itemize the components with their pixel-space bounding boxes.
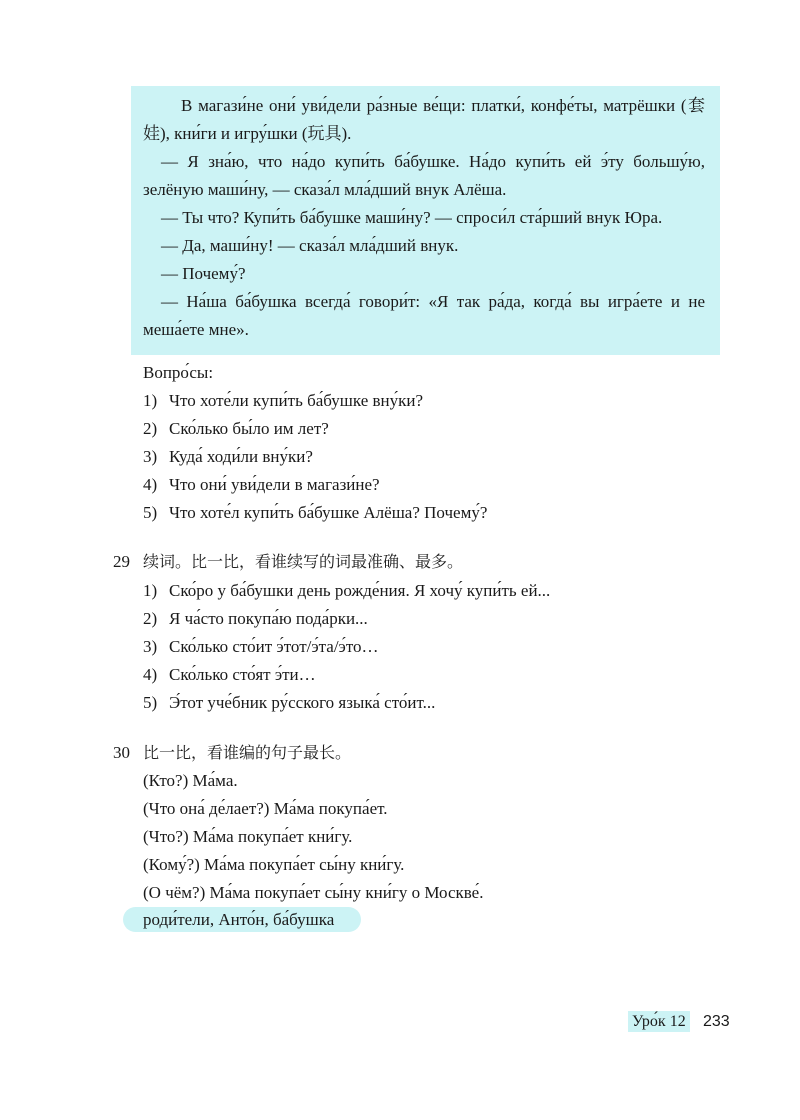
question-item: 4) Что они́ уви́дели в магази́не? [143, 475, 380, 494]
task-29-title: 续词。比一比，看谁续写的词最准确、最多。 [143, 552, 464, 571]
task-30-title: 比一比，看谁编的句子最长。 [143, 743, 352, 762]
task-29-item: 2) Я ча́сто покупа́ю пода́рки... [143, 609, 368, 628]
question-item: 3) Куда́ ходи́ли вну́ки? [143, 447, 313, 466]
task-29-item: 5) Э́тот уче́бник ру́сского языка́ сто́ит... [143, 693, 436, 712]
questions-title: Вопро́сы: [143, 363, 214, 382]
reading-paragraph-5: — Почему́? [161, 264, 246, 283]
page-number: 233 [703, 1013, 730, 1030]
task-30-sentence: (О чём?) Ма́ма покупа́ет сы́ну кни́гу о Москве́. [143, 883, 484, 902]
reading-paragraph-3: — Ты что? Купи́ть ба́бушке маши́ну? — спроси́л ста́рший внук Юра. [161, 208, 663, 227]
task-29-item: 4) Ско́лько сто́ят э́ти… [143, 665, 316, 684]
lesson-label: Уро́к 12 [628, 1011, 690, 1032]
task-30-sentence: (Что она́ де́лает?) Ма́ма покупа́ет. [143, 799, 388, 818]
task-30-sentence: (Кто?) Ма́ма. [143, 771, 238, 790]
task-30-word-bank [123, 907, 361, 932]
task-30-sentence: (Что?) Ма́ма покупа́ет кни́гу. [143, 827, 353, 846]
question-item: 5) Что хоте́л купи́ть ба́бушке Алёша? Почему́? [143, 503, 488, 522]
task-29-number: 29 [113, 552, 130, 571]
question-item: 2) Ско́лько бы́ло им лет? [143, 419, 329, 438]
reading-paragraph-2: — Я зна́ю, что на́до купи́ть ба́бушке. На́до купи́ть ей э́ту большу́ю, зелёную маши́ну, — сказа́л мла́дший внук Алёша. [143, 152, 705, 199]
question-item: 1) Что хоте́ли купи́ть ба́бушке вну́ки? [143, 391, 424, 410]
task-29-item: 1) Ско́ро у ба́бушки день рожде́ния. Я хочу́ купи́ть ей... [143, 581, 551, 600]
task-30-sentence: (Кому́?) Ма́ма покупа́ет сы́ну кни́гу. [143, 855, 405, 874]
reading-paragraph-6: — На́ша ба́бушка всегда́ говори́т: «Я так ра́да, когда́ вы игра́ете и не меша́ете мне». [143, 292, 705, 339]
task-30-word-bank-text: роди́тели, Анто́н, ба́бушка [143, 910, 335, 929]
task-30-number: 30 [113, 743, 130, 762]
task-29-item: 3) Ско́лько сто́ит э́тот/э́та/э́то… [143, 637, 379, 656]
reading-paragraph-1: В магази́не они́ уви́дели ра́зные ве́щи: платки́, конфе́ты, матрёшки (套娃), кни́ги и игру́шки (玩具). [143, 96, 705, 143]
reading-paragraph-4: — Да, маши́ну! — сказа́л мла́дший внук. [161, 236, 459, 255]
